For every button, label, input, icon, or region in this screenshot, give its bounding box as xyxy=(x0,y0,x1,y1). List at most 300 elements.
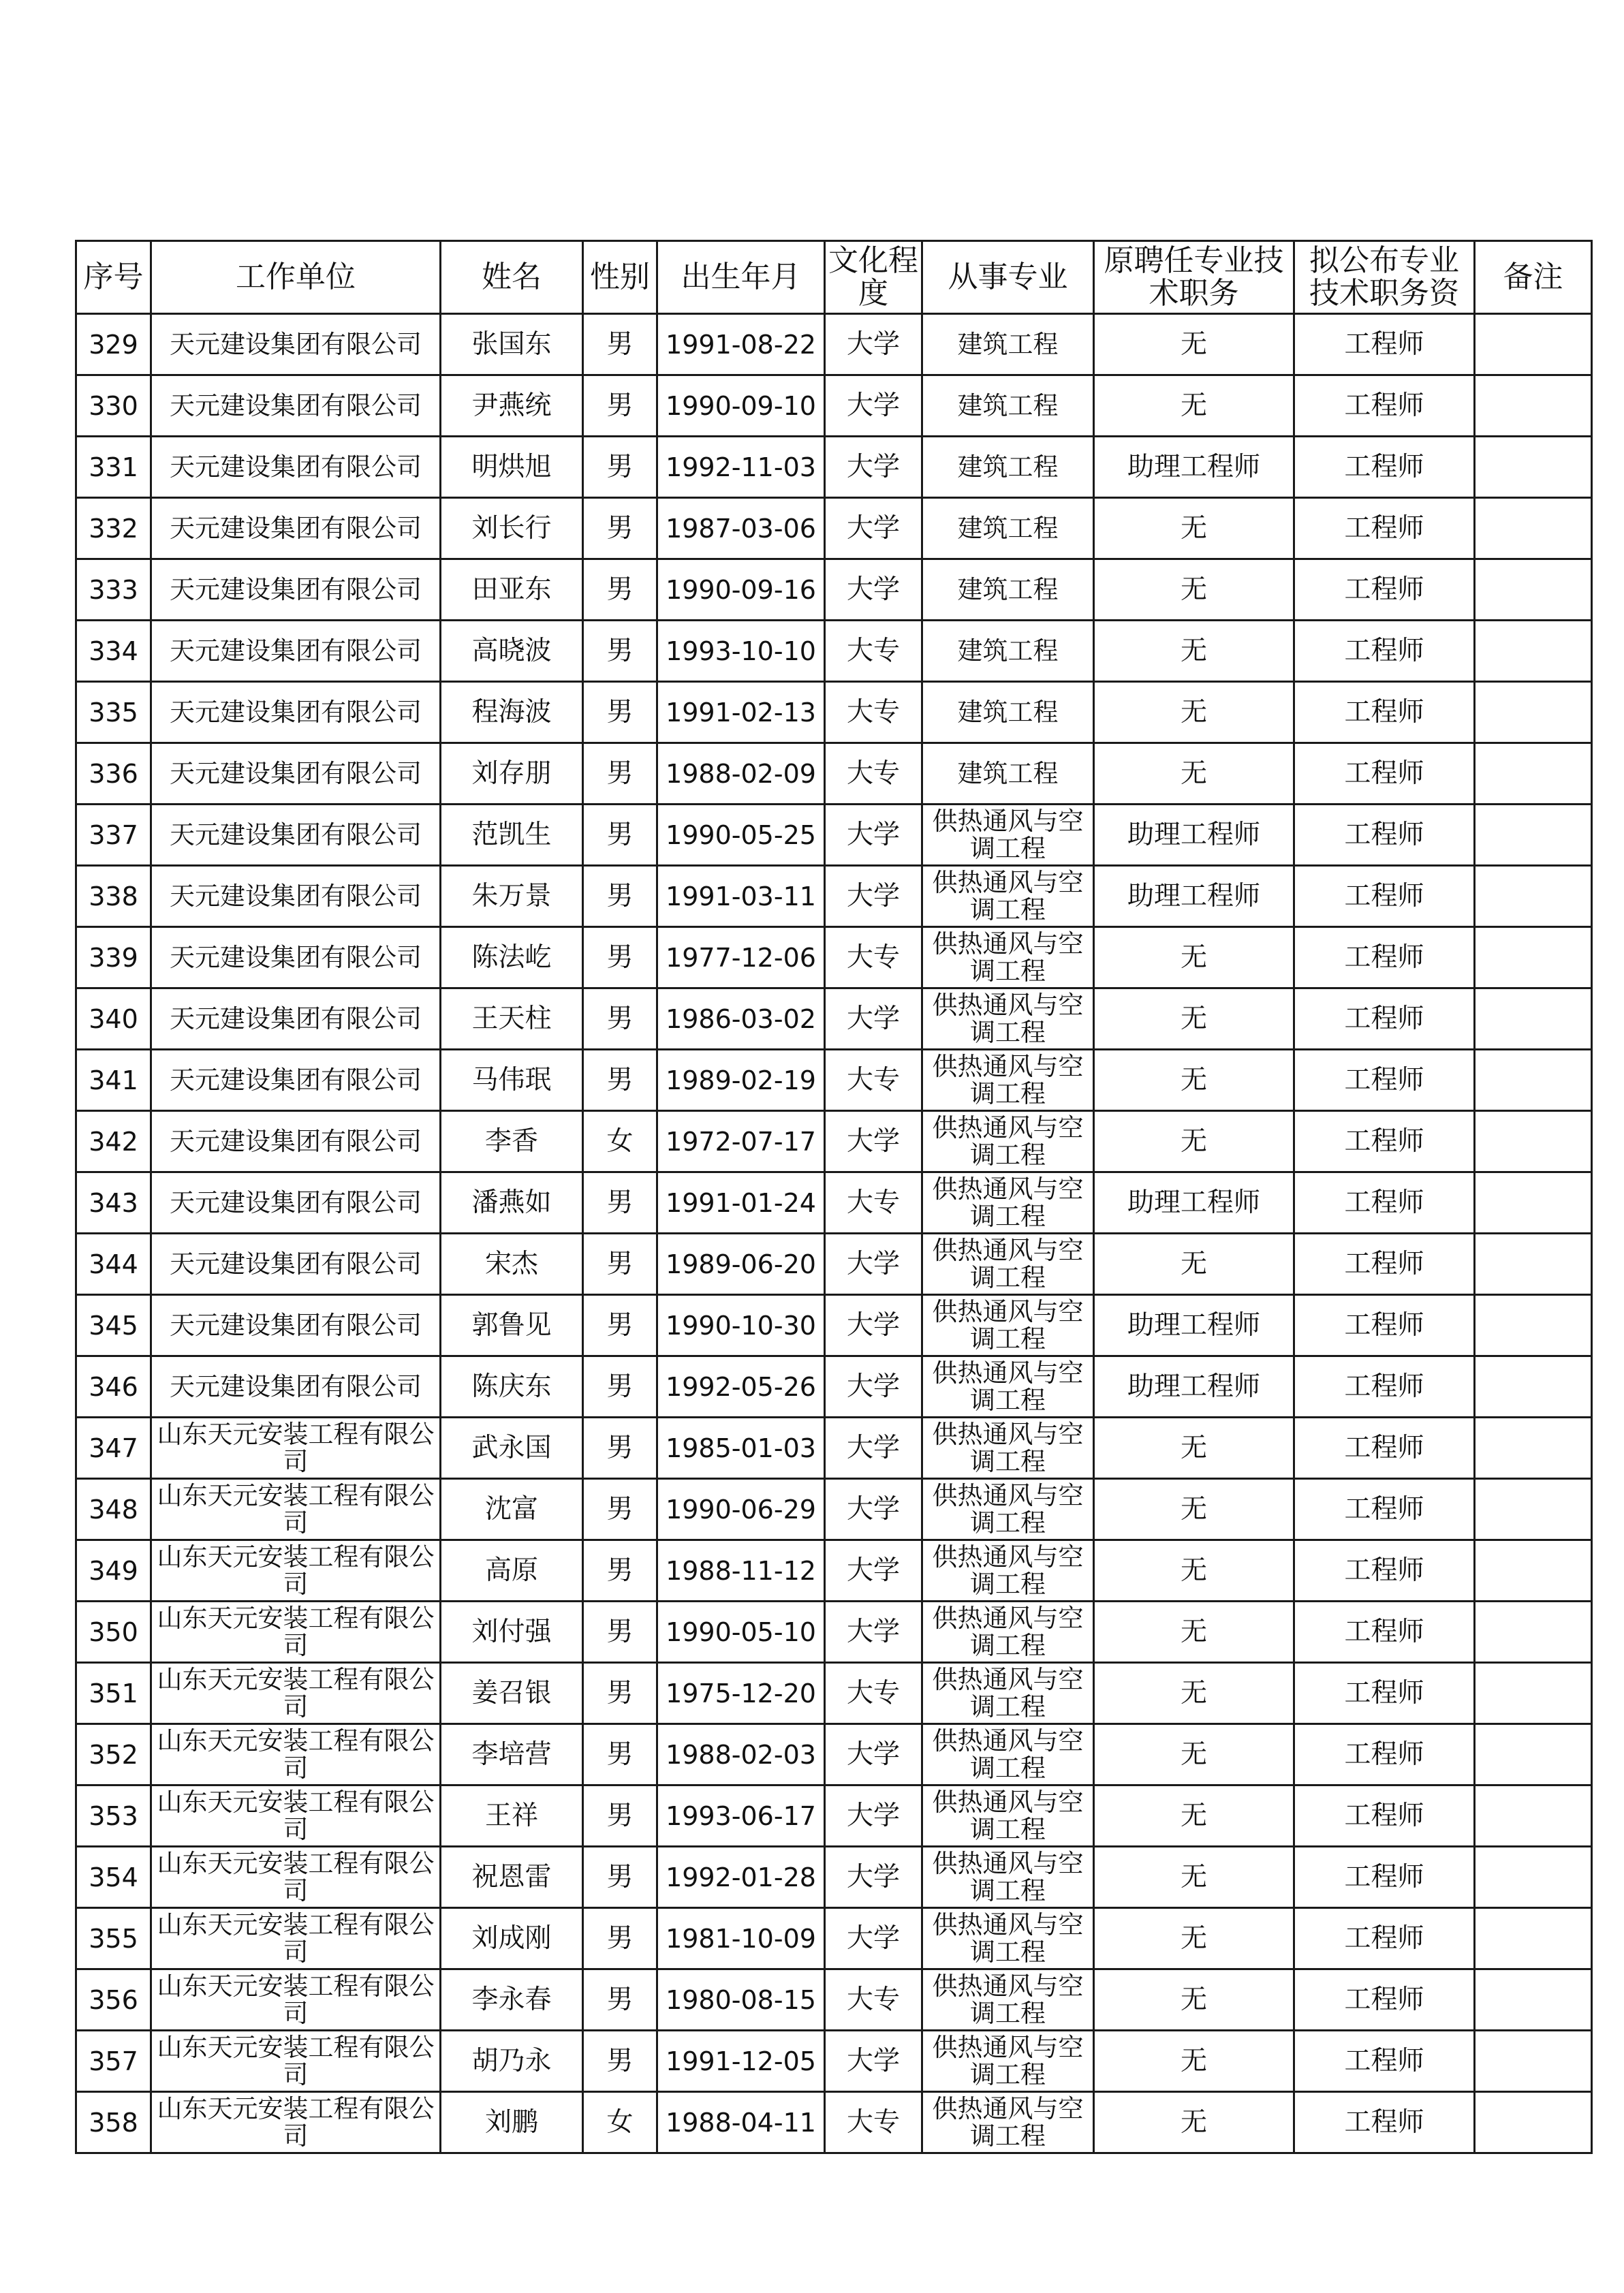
cell-employer: 天元建设集团有限公司 xyxy=(151,314,441,375)
cell-name: 姜召银 xyxy=(441,1663,583,1724)
cell-birthdate: 1989-06-20 xyxy=(657,1234,825,1295)
cell-specialty: 建筑工程 xyxy=(922,437,1094,498)
cell-education: 大学 xyxy=(825,1111,922,1172)
cell-name: 范凯生 xyxy=(441,805,583,866)
cell-name: 陈法屹 xyxy=(441,927,583,988)
cell-index: 330 xyxy=(76,375,151,437)
cell-index: 355 xyxy=(76,1908,151,1969)
col-header-proposed-title: 拟公布专业技术职务资 xyxy=(1294,241,1475,314)
cell-specialty: 供热通风与空调工程 xyxy=(922,1111,1094,1172)
cell-gender: 女 xyxy=(583,1111,657,1172)
cell-employer: 山东天元安装工程有限公司 xyxy=(151,1847,441,1908)
cell-name: 潘燕如 xyxy=(441,1172,583,1234)
cell-proposed-title: 工程师 xyxy=(1294,1356,1475,1418)
cell-employer: 天元建设集团有限公司 xyxy=(151,559,441,621)
cell-birthdate: 1987-03-06 xyxy=(657,498,825,559)
cell-specialty: 建筑工程 xyxy=(922,314,1094,375)
cell-index: 350 xyxy=(76,1602,151,1663)
cell-original-title: 无 xyxy=(1094,1724,1294,1785)
cell-education: 大学 xyxy=(825,498,922,559)
cell-employer: 天元建设集团有限公司 xyxy=(151,1050,441,1111)
cell-proposed-title: 工程师 xyxy=(1294,2092,1475,2153)
cell-index: 342 xyxy=(76,1111,151,1172)
cell-gender: 男 xyxy=(583,1234,657,1295)
cell-remarks xyxy=(1475,498,1592,559)
cell-birthdate: 1990-05-10 xyxy=(657,1602,825,1663)
cell-gender: 男 xyxy=(583,1479,657,1540)
cell-proposed-title: 工程师 xyxy=(1294,1724,1475,1785)
cell-gender: 男 xyxy=(583,743,657,805)
cell-original-title: 无 xyxy=(1094,2031,1294,2092)
cell-original-title: 无 xyxy=(1094,1969,1294,2031)
cell-birthdate: 1981-10-09 xyxy=(657,1908,825,1969)
table-row xyxy=(76,927,1592,988)
cell-original-title: 无 xyxy=(1094,988,1294,1050)
cell-name: 李永春 xyxy=(441,1969,583,2031)
cell-gender: 女 xyxy=(583,2092,657,2153)
cell-remarks xyxy=(1475,375,1592,437)
cell-remarks xyxy=(1475,1724,1592,1785)
table-row xyxy=(76,1540,1592,1602)
cell-proposed-title: 工程师 xyxy=(1294,559,1475,621)
cell-specialty: 建筑工程 xyxy=(922,682,1094,743)
personnel-table xyxy=(75,240,1593,2154)
cell-employer: 天元建设集团有限公司 xyxy=(151,805,441,866)
cell-education: 大专 xyxy=(825,1172,922,1234)
cell-specialty: 建筑工程 xyxy=(922,498,1094,559)
cell-gender: 男 xyxy=(583,437,657,498)
cell-name: 高原 xyxy=(441,1540,583,1602)
cell-employer: 天元建设集团有限公司 xyxy=(151,927,441,988)
cell-specialty: 供热通风与空调工程 xyxy=(922,1172,1094,1234)
cell-name: 高晓波 xyxy=(441,621,583,682)
cell-gender: 男 xyxy=(583,1602,657,1663)
cell-specialty: 建筑工程 xyxy=(922,743,1094,805)
cell-specialty: 供热通风与空调工程 xyxy=(922,1050,1094,1111)
cell-employer: 天元建设集团有限公司 xyxy=(151,1234,441,1295)
cell-employer: 天元建设集团有限公司 xyxy=(151,1111,441,1172)
cell-remarks xyxy=(1475,621,1592,682)
cell-specialty: 供热通风与空调工程 xyxy=(922,2092,1094,2153)
cell-remarks xyxy=(1475,437,1592,498)
cell-education: 大学 xyxy=(825,1908,922,1969)
cell-name: 陈庆东 xyxy=(441,1356,583,1418)
col-header-gender: 性别 xyxy=(583,241,657,314)
cell-birthdate: 1988-02-03 xyxy=(657,1724,825,1785)
cell-employer: 山东天元安装工程有限公司 xyxy=(151,1908,441,1969)
cell-proposed-title: 工程师 xyxy=(1294,1479,1475,1540)
cell-proposed-title: 工程师 xyxy=(1294,866,1475,927)
cell-proposed-title: 工程师 xyxy=(1294,1172,1475,1234)
cell-gender: 男 xyxy=(583,866,657,927)
cell-education: 大学 xyxy=(825,1418,922,1479)
cell-education: 大学 xyxy=(825,1295,922,1356)
cell-specialty: 供热通风与空调工程 xyxy=(922,1356,1094,1418)
cell-original-title: 无 xyxy=(1094,1602,1294,1663)
cell-birthdate: 1985-01-03 xyxy=(657,1418,825,1479)
cell-specialty: 供热通风与空调工程 xyxy=(922,866,1094,927)
cell-original-title: 无 xyxy=(1094,1663,1294,1724)
cell-gender: 男 xyxy=(583,1969,657,2031)
cell-index: 352 xyxy=(76,1724,151,1785)
table-row xyxy=(76,1602,1592,1663)
cell-proposed-title: 工程师 xyxy=(1294,682,1475,743)
cell-birthdate: 1990-05-25 xyxy=(657,805,825,866)
cell-name: 祝恩雷 xyxy=(441,1847,583,1908)
cell-index: 343 xyxy=(76,1172,151,1234)
cell-gender: 男 xyxy=(583,1847,657,1908)
cell-education: 大学 xyxy=(825,1847,922,1908)
col-header-education: 文化程度 xyxy=(825,241,922,314)
cell-specialty: 供热通风与空调工程 xyxy=(922,1969,1094,2031)
cell-name: 尹燕统 xyxy=(441,375,583,437)
cell-education: 大专 xyxy=(825,1050,922,1111)
cell-index: 354 xyxy=(76,1847,151,1908)
cell-index: 357 xyxy=(76,2031,151,2092)
cell-original-title: 无 xyxy=(1094,375,1294,437)
cell-employer: 山东天元安装工程有限公司 xyxy=(151,1663,441,1724)
cell-original-title: 无 xyxy=(1094,2092,1294,2153)
cell-gender: 男 xyxy=(583,1724,657,1785)
cell-employer: 山东天元安装工程有限公司 xyxy=(151,1969,441,2031)
cell-specialty: 供热通风与空调工程 xyxy=(922,2031,1094,2092)
cell-original-title: 无 xyxy=(1094,1847,1294,1908)
cell-remarks xyxy=(1475,1663,1592,1724)
cell-education: 大专 xyxy=(825,1969,922,2031)
cell-employer: 天元建设集团有限公司 xyxy=(151,743,441,805)
cell-original-title: 无 xyxy=(1094,1234,1294,1295)
cell-gender: 男 xyxy=(583,1540,657,1602)
cell-education: 大专 xyxy=(825,2092,922,2153)
cell-index: 329 xyxy=(76,314,151,375)
cell-birthdate: 1992-01-28 xyxy=(657,1847,825,1908)
cell-remarks xyxy=(1475,1847,1592,1908)
cell-index: 356 xyxy=(76,1969,151,2031)
table-row xyxy=(76,1908,1592,1969)
cell-index: 348 xyxy=(76,1479,151,1540)
cell-employer: 天元建设集团有限公司 xyxy=(151,621,441,682)
col-header-specialty: 从事专业 xyxy=(922,241,1094,314)
cell-education: 大专 xyxy=(825,927,922,988)
cell-gender: 男 xyxy=(583,2031,657,2092)
cell-education: 大学 xyxy=(825,437,922,498)
cell-employer: 山东天元安装工程有限公司 xyxy=(151,1418,441,1479)
cell-proposed-title: 工程师 xyxy=(1294,2031,1475,2092)
cell-original-title: 助理工程师 xyxy=(1094,437,1294,498)
cell-gender: 男 xyxy=(583,682,657,743)
cell-education: 大学 xyxy=(825,375,922,437)
cell-birthdate: 1972-07-17 xyxy=(657,1111,825,1172)
cell-original-title: 助理工程师 xyxy=(1094,805,1294,866)
cell-birthdate: 1980-08-15 xyxy=(657,1969,825,2031)
cell-index: 335 xyxy=(76,682,151,743)
cell-original-title: 无 xyxy=(1094,1540,1294,1602)
table-row xyxy=(76,1111,1592,1172)
cell-name: 李香 xyxy=(441,1111,583,1172)
cell-remarks xyxy=(1475,314,1592,375)
cell-name: 王祥 xyxy=(441,1785,583,1847)
cell-gender: 男 xyxy=(583,1172,657,1234)
cell-education: 大学 xyxy=(825,866,922,927)
cell-birthdate: 1988-11-12 xyxy=(657,1540,825,1602)
cell-proposed-title: 工程师 xyxy=(1294,375,1475,437)
cell-proposed-title: 工程师 xyxy=(1294,743,1475,805)
table-row xyxy=(76,314,1592,375)
table-row xyxy=(76,1724,1592,1785)
cell-remarks xyxy=(1475,2031,1592,2092)
cell-birthdate: 1986-03-02 xyxy=(657,988,825,1050)
col-header-index: 序号 xyxy=(76,241,151,314)
table-row xyxy=(76,743,1592,805)
cell-index: 351 xyxy=(76,1663,151,1724)
cell-original-title: 助理工程师 xyxy=(1094,1172,1294,1234)
cell-proposed-title: 工程师 xyxy=(1294,927,1475,988)
cell-original-title: 无 xyxy=(1094,314,1294,375)
cell-original-title: 无 xyxy=(1094,498,1294,559)
cell-birthdate: 1992-05-26 xyxy=(657,1356,825,1418)
table-row xyxy=(76,682,1592,743)
cell-gender: 男 xyxy=(583,1785,657,1847)
cell-birthdate: 1990-06-29 xyxy=(657,1479,825,1540)
cell-original-title: 助理工程师 xyxy=(1094,866,1294,927)
cell-employer: 山东天元安装工程有限公司 xyxy=(151,1540,441,1602)
cell-specialty: 建筑工程 xyxy=(922,375,1094,437)
cell-specialty: 供热通风与空调工程 xyxy=(922,1908,1094,1969)
cell-original-title: 无 xyxy=(1094,1111,1294,1172)
cell-education: 大学 xyxy=(825,2031,922,2092)
cell-remarks xyxy=(1475,1418,1592,1479)
cell-education: 大学 xyxy=(825,805,922,866)
cell-index: 339 xyxy=(76,927,151,988)
cell-specialty: 供热通风与空调工程 xyxy=(922,805,1094,866)
table-row xyxy=(76,559,1592,621)
cell-remarks xyxy=(1475,1602,1592,1663)
cell-remarks xyxy=(1475,1111,1592,1172)
cell-birthdate: 1990-09-10 xyxy=(657,375,825,437)
cell-proposed-title: 工程师 xyxy=(1294,988,1475,1050)
cell-index: 344 xyxy=(76,1234,151,1295)
cell-gender: 男 xyxy=(583,375,657,437)
cell-proposed-title: 工程师 xyxy=(1294,1540,1475,1602)
cell-remarks xyxy=(1475,1479,1592,1540)
cell-proposed-title: 工程师 xyxy=(1294,1050,1475,1111)
cell-index: 331 xyxy=(76,437,151,498)
cell-proposed-title: 工程师 xyxy=(1294,1969,1475,2031)
cell-name: 刘长行 xyxy=(441,498,583,559)
cell-gender: 男 xyxy=(583,559,657,621)
table-row xyxy=(76,805,1592,866)
table-header-row xyxy=(76,241,1592,314)
cell-remarks xyxy=(1475,866,1592,927)
cell-education: 大学 xyxy=(825,1540,922,1602)
cell-employer: 天元建设集团有限公司 xyxy=(151,866,441,927)
cell-education: 大学 xyxy=(825,559,922,621)
cell-specialty: 供热通风与空调工程 xyxy=(922,1540,1094,1602)
cell-name: 明烘旭 xyxy=(441,437,583,498)
cell-birthdate: 1992-11-03 xyxy=(657,437,825,498)
cell-name: 马伟珉 xyxy=(441,1050,583,1111)
cell-specialty: 供热通风与空调工程 xyxy=(922,1479,1094,1540)
cell-remarks xyxy=(1475,1785,1592,1847)
table-row xyxy=(76,1479,1592,1540)
table-row xyxy=(76,2092,1592,2153)
cell-specialty: 供热通风与空调工程 xyxy=(922,1295,1094,1356)
cell-birthdate: 1991-12-05 xyxy=(657,2031,825,2092)
cell-employer: 天元建设集团有限公司 xyxy=(151,1295,441,1356)
cell-specialty: 供热通风与空调工程 xyxy=(922,1663,1094,1724)
cell-name: 刘鹏 xyxy=(441,2092,583,2153)
cell-specialty: 供热通风与空调工程 xyxy=(922,927,1094,988)
cell-gender: 男 xyxy=(583,314,657,375)
cell-remarks xyxy=(1475,743,1592,805)
cell-education: 大学 xyxy=(825,1479,922,1540)
cell-education: 大学 xyxy=(825,988,922,1050)
col-header-name: 姓名 xyxy=(441,241,583,314)
cell-name: 刘成刚 xyxy=(441,1908,583,1969)
cell-name: 张国东 xyxy=(441,314,583,375)
col-header-employer: 工作单位 xyxy=(151,241,441,314)
cell-employer: 天元建设集团有限公司 xyxy=(151,682,441,743)
cell-education: 大专 xyxy=(825,621,922,682)
cell-specialty: 供热通风与空调工程 xyxy=(922,1418,1094,1479)
cell-birthdate: 1977-12-06 xyxy=(657,927,825,988)
cell-original-title: 无 xyxy=(1094,1785,1294,1847)
cell-proposed-title: 工程师 xyxy=(1294,1785,1475,1847)
table-row xyxy=(76,1418,1592,1479)
cell-education: 大学 xyxy=(825,1785,922,1847)
cell-specialty: 供热通风与空调工程 xyxy=(922,1724,1094,1785)
cell-index: 345 xyxy=(76,1295,151,1356)
cell-name: 李培营 xyxy=(441,1724,583,1785)
cell-birthdate: 1993-10-10 xyxy=(657,621,825,682)
cell-employer: 山东天元安装工程有限公司 xyxy=(151,1785,441,1847)
cell-proposed-title: 工程师 xyxy=(1294,1847,1475,1908)
cell-remarks xyxy=(1475,1969,1592,2031)
cell-employer: 山东天元安装工程有限公司 xyxy=(151,2031,441,2092)
cell-index: 334 xyxy=(76,621,151,682)
cell-proposed-title: 工程师 xyxy=(1294,1111,1475,1172)
cell-education: 大专 xyxy=(825,682,922,743)
cell-specialty: 供热通风与空调工程 xyxy=(922,1234,1094,1295)
cell-birthdate: 1989-02-19 xyxy=(657,1050,825,1111)
table-row xyxy=(76,1050,1592,1111)
col-header-remarks: 备注 xyxy=(1475,241,1592,314)
cell-education: 大学 xyxy=(825,1356,922,1418)
cell-original-title: 助理工程师 xyxy=(1094,1356,1294,1418)
cell-index: 338 xyxy=(76,866,151,927)
cell-birthdate: 1993-06-17 xyxy=(657,1785,825,1847)
cell-name: 王天柱 xyxy=(441,988,583,1050)
col-header-birthdate: 出生年月 xyxy=(657,241,825,314)
cell-remarks xyxy=(1475,1295,1592,1356)
table-row xyxy=(76,1663,1592,1724)
cell-specialty: 供热通风与空调工程 xyxy=(922,1847,1094,1908)
cell-gender: 男 xyxy=(583,1356,657,1418)
cell-education: 大学 xyxy=(825,1724,922,1785)
cell-index: 337 xyxy=(76,805,151,866)
cell-employer: 天元建设集团有限公司 xyxy=(151,375,441,437)
cell-original-title: 助理工程师 xyxy=(1094,1295,1294,1356)
cell-proposed-title: 工程师 xyxy=(1294,1418,1475,1479)
table-row xyxy=(76,498,1592,559)
table-row xyxy=(76,1295,1592,1356)
cell-name: 刘存朋 xyxy=(441,743,583,805)
cell-birthdate: 1988-04-11 xyxy=(657,2092,825,2153)
cell-gender: 男 xyxy=(583,988,657,1050)
cell-original-title: 无 xyxy=(1094,621,1294,682)
cell-name: 沈富 xyxy=(441,1479,583,1540)
table-row xyxy=(76,1785,1592,1847)
cell-remarks xyxy=(1475,1540,1592,1602)
cell-birthdate: 1991-08-22 xyxy=(657,314,825,375)
cell-employer: 天元建设集团有限公司 xyxy=(151,437,441,498)
cell-index: 340 xyxy=(76,988,151,1050)
cell-birthdate: 1975-12-20 xyxy=(657,1663,825,1724)
cell-remarks xyxy=(1475,805,1592,866)
cell-original-title: 无 xyxy=(1094,1908,1294,1969)
cell-original-title: 无 xyxy=(1094,1418,1294,1479)
cell-name: 田亚东 xyxy=(441,559,583,621)
col-header-original-title: 原聘任专业技术职务 xyxy=(1094,241,1294,314)
cell-education: 大学 xyxy=(825,1602,922,1663)
table-row xyxy=(76,1356,1592,1418)
cell-birthdate: 1991-03-11 xyxy=(657,866,825,927)
cell-education: 大专 xyxy=(825,1663,922,1724)
table-row xyxy=(76,621,1592,682)
cell-gender: 男 xyxy=(583,621,657,682)
cell-education: 大学 xyxy=(825,1234,922,1295)
cell-remarks xyxy=(1475,1172,1592,1234)
cell-original-title: 无 xyxy=(1094,559,1294,621)
cell-original-title: 无 xyxy=(1094,927,1294,988)
cell-specialty: 供热通风与空调工程 xyxy=(922,1785,1094,1847)
table-body xyxy=(76,314,1592,2153)
cell-remarks xyxy=(1475,1234,1592,1295)
table-row xyxy=(76,1234,1592,1295)
cell-proposed-title: 工程师 xyxy=(1294,437,1475,498)
cell-name: 郭鲁见 xyxy=(441,1295,583,1356)
cell-index: 346 xyxy=(76,1356,151,1418)
cell-name: 刘付强 xyxy=(441,1602,583,1663)
cell-gender: 男 xyxy=(583,805,657,866)
cell-gender: 男 xyxy=(583,927,657,988)
table-row xyxy=(76,866,1592,927)
cell-gender: 男 xyxy=(583,1050,657,1111)
cell-proposed-title: 工程师 xyxy=(1294,805,1475,866)
cell-employer: 天元建设集团有限公司 xyxy=(151,988,441,1050)
cell-remarks xyxy=(1475,682,1592,743)
cell-birthdate: 1990-09-16 xyxy=(657,559,825,621)
cell-employer: 山东天元安装工程有限公司 xyxy=(151,1479,441,1540)
cell-employer: 天元建设集团有限公司 xyxy=(151,1172,441,1234)
table-row xyxy=(76,1172,1592,1234)
cell-specialty: 建筑工程 xyxy=(922,621,1094,682)
cell-remarks xyxy=(1475,1356,1592,1418)
cell-index: 336 xyxy=(76,743,151,805)
cell-specialty: 供热通风与空调工程 xyxy=(922,1602,1094,1663)
cell-index: 353 xyxy=(76,1785,151,1847)
cell-proposed-title: 工程师 xyxy=(1294,621,1475,682)
cell-remarks xyxy=(1475,1050,1592,1111)
cell-gender: 男 xyxy=(583,1295,657,1356)
cell-remarks xyxy=(1475,2092,1592,2153)
cell-index: 341 xyxy=(76,1050,151,1111)
cell-gender: 男 xyxy=(583,498,657,559)
table-row xyxy=(76,1969,1592,2031)
cell-name: 宋杰 xyxy=(441,1234,583,1295)
cell-proposed-title: 工程师 xyxy=(1294,314,1475,375)
cell-proposed-title: 工程师 xyxy=(1294,1908,1475,1969)
